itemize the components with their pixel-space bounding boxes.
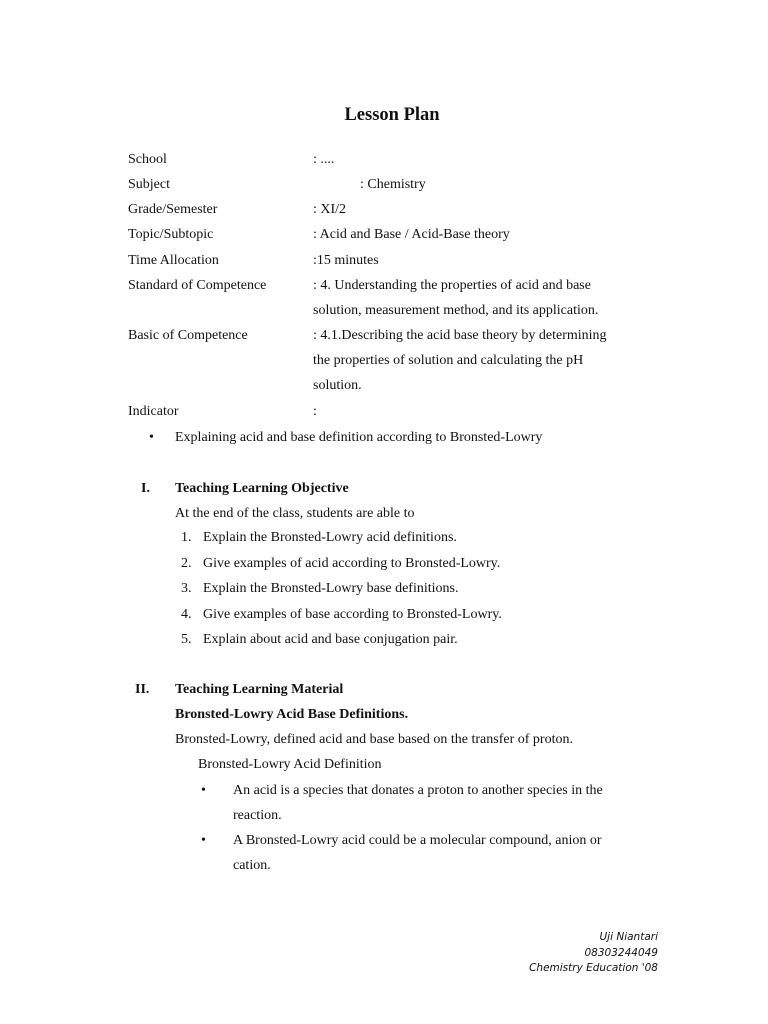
info-label-basic: Basic of Competence: [128, 328, 248, 343]
footer-program: Chemistry Education '08: [529, 962, 658, 974]
objective-text: Explain the Bronsted-Lowry acid definitions.: [203, 530, 457, 545]
section2-subheading: Bronsted-Lowry Acid Base Definitions.: [175, 707, 409, 722]
objective-text: Explain about acid and base conjugation pair.: [203, 632, 458, 647]
info-value-standard-line2: solution, measurement method, and its application.: [313, 303, 599, 318]
info-value-basic-line1: : 4.1.Describing the acid base theory by determining: [313, 328, 607, 343]
info-label-subject: Subject: [128, 177, 170, 192]
info-value-standard-line1: : 4. Understanding the properties of acid and base: [313, 278, 591, 293]
acid-definition-line: reaction.: [233, 808, 282, 823]
info-value-time: :15 minutes: [313, 253, 379, 268]
bullet-icon: •: [201, 833, 206, 848]
footer-author-name: Uji Niantari: [599, 931, 658, 943]
info-value-grade: : XI/2: [313, 202, 347, 217]
acid-definition-line: cation.: [233, 858, 271, 873]
info-value-basic-line2: the properties of solution and calculating the pH: [313, 353, 584, 368]
section2-numeral: II.: [135, 682, 150, 697]
objective-number: 4.: [181, 607, 192, 622]
info-label-school: School: [128, 152, 167, 167]
info-label-grade: Grade/Semester: [128, 202, 218, 217]
objective-number: 5.: [181, 632, 192, 647]
indicator-bullet-text: Explaining acid and base definition according to Bronsted-Lowry: [175, 430, 543, 445]
objective-number: 3.: [181, 581, 192, 596]
objective-number: 1.: [181, 530, 192, 545]
section2-sub-title: Bronsted-Lowry Acid Definition: [198, 757, 382, 772]
footer-author-id: 08303244049: [584, 947, 658, 959]
bullet-icon: •: [201, 783, 206, 798]
section2-heading: Teaching Learning Material: [175, 682, 344, 697]
objective-text: Give examples of base according to Bronsted-Lowry.: [203, 607, 502, 622]
info-label-indicator: Indicator: [128, 404, 179, 419]
section1-heading: Teaching Learning Objective: [175, 481, 349, 496]
info-value-subject: : Chemistry: [360, 177, 426, 192]
objective-text: Explain the Bronsted-Lowry base definitions.: [203, 581, 459, 596]
info-value-indicator: :: [313, 404, 317, 419]
section1-numeral: I.: [141, 481, 150, 496]
info-label-time: Time Allocation: [128, 253, 219, 268]
acid-definition-line: A Bronsted-Lowry acid could be a molecular compound, anion or: [233, 833, 602, 848]
info-label-topic: Topic/Subtopic: [128, 227, 214, 242]
objective-text: Give examples of acid according to Bronsted-Lowry.: [203, 556, 501, 571]
section2-intro: Bronsted-Lowry, defined acid and base based on the transfer of proton.: [175, 732, 573, 747]
bullet-icon: •: [149, 430, 154, 445]
acid-definition-line: An acid is a species that donates a proton to another species in the: [233, 783, 603, 798]
objective-number: 2.: [181, 556, 192, 571]
info-value-school: : ....: [313, 152, 335, 167]
info-value-basic-line3: solution.: [313, 378, 362, 393]
page-title: Lesson Plan: [344, 105, 440, 125]
info-value-topic: : Acid and Base / Acid-Base theory: [313, 227, 510, 242]
info-label-standard: Standard of Competence: [128, 278, 267, 293]
section1-intro: At the end of the class, students are able to: [175, 506, 415, 521]
